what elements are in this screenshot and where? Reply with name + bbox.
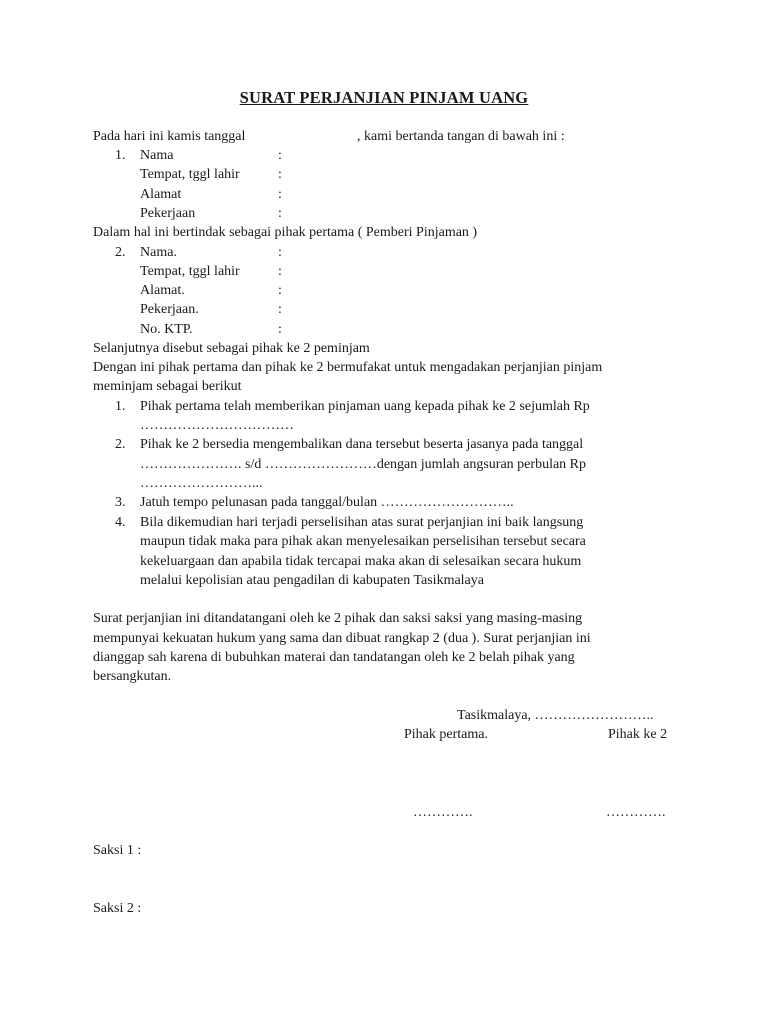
intro-right: , kami bertanda tangan di bawah ini : <box>357 129 565 144</box>
party2-field-birth: Tempat, tggl lahir <box>140 264 240 279</box>
party1-field-job: Pekerjaan <box>140 206 196 221</box>
party2-colon: : <box>278 283 282 298</box>
intro-left: Pada hari ini kamis tanggal <box>93 129 246 144</box>
term-line: kekeluargaan dan apabila tidak tercapai maka akan di selesaikan secara hukum <box>140 554 582 569</box>
agreement-intro-line: meminjam sebagai berikut <box>93 379 242 394</box>
party1-field-name: Nama <box>140 148 174 163</box>
witness-2: Saksi 2 : <box>93 901 142 916</box>
term-line: melalui kepolisian atau pengadilan di kabupaten Tasikmalaya <box>140 573 484 588</box>
place-date: Tasikmalaya, …………………….. <box>457 708 654 723</box>
closing-line: dianggap sah karena di bubuhkan materai dan tandatangan oleh ke 2 belah pihak yang <box>93 650 575 665</box>
term-number: 4. <box>115 515 126 530</box>
party2-role: Selanjutnya disebut sebagai pihak ke 2 peminjam <box>93 341 370 356</box>
signature-label-first: Pihak pertama. <box>404 727 488 742</box>
party1-number: 1. <box>115 148 126 163</box>
party1-colon: : <box>278 187 282 202</box>
party1-field-address: Alamat <box>140 187 182 202</box>
term-line: Pihak pertama telah memberikan pinjaman uang kepada pihak ke 2 sejumlah Rp <box>140 399 590 414</box>
document-title: SURAT PERJANJIAN PINJAM UANG <box>239 88 529 107</box>
signature-line-first: …………. <box>413 805 473 820</box>
term-line: ……………………... <box>140 476 263 491</box>
signature-label-second: Pihak ke 2 <box>608 727 668 742</box>
term-line: …………………………… <box>140 418 294 433</box>
party2-colon: : <box>278 264 282 279</box>
party2-colon: : <box>278 322 282 337</box>
party2-colon: : <box>278 245 282 260</box>
party1-colon: : <box>278 167 282 182</box>
witness-1: Saksi 1 : <box>93 843 142 858</box>
closing-line: Surat perjanjian ini ditandatangani oleh ke 2 pihak dan saksi saksi yang masing-masing <box>93 611 583 626</box>
term-line: maupun tidak maka para pihak akan menyelesaikan perselisihan tersebut secara <box>140 534 586 549</box>
term-number: 1. <box>115 399 126 414</box>
signature-line-second: …………. <box>606 805 666 820</box>
party2-field-address: Alamat. <box>140 283 185 298</box>
party1-role: Dalam hal ini bertindak sebagai pihak pertama ( Pemberi Pinjaman ) <box>93 225 478 240</box>
party1-field-birth: Tempat, tggl lahir <box>140 167 240 182</box>
party2-field-job: Pekerjaan. <box>140 302 199 317</box>
party1-colon: : <box>278 148 282 163</box>
party2-number: 2. <box>115 245 126 260</box>
party2-field-name: Nama. <box>140 245 177 260</box>
term-number: 3. <box>115 495 126 510</box>
term-line: Pihak ke 2 bersedia mengembalikan dana tersebut beserta jasanya pada tanggal <box>140 437 584 452</box>
party2-colon: : <box>278 302 282 317</box>
term-line: …………………. s/d ……………………dengan jumlah angsuran perbulan Rp <box>140 457 587 472</box>
term-number: 2. <box>115 437 126 452</box>
closing-line: bersangkutan. <box>93 669 172 684</box>
closing-line: mempunyai kekuatan hukum yang sama dan dibuat rangkap 2 (dua ). Surat perjanjian ini <box>93 631 591 646</box>
party2-field-ktp: No. KTP. <box>140 322 193 337</box>
term-line: Jatuh tempo pelunasan pada tanggal/bulan ……………………….. <box>140 495 514 510</box>
party1-colon: : <box>278 206 282 221</box>
term-line: Bila dikemudian hari terjadi perselisihan atas surat perjanjian ini baik langsung <box>140 515 584 530</box>
agreement-intro-line: Dengan ini pihak pertama dan pihak ke 2 bermufakat untuk mengadakan perjanjian pinjam <box>93 360 603 375</box>
